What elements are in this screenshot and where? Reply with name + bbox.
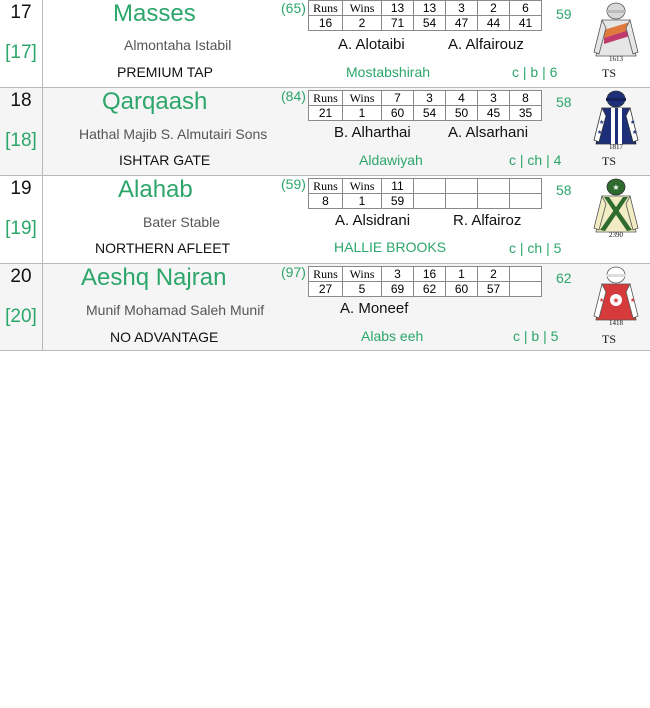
stats-cell: 16: [309, 16, 343, 31]
stats-cell: [414, 179, 446, 194]
sire-name: NORTHERN AFLEET: [95, 240, 231, 256]
svg-text:★: ★: [599, 298, 605, 304]
horse-spec: c | ch | 5: [509, 240, 562, 256]
stats-cell: 60: [446, 282, 478, 297]
sire-name: ISHTAR GATE: [119, 152, 211, 168]
stats-cell: 1: [446, 267, 478, 282]
stats-cell: [478, 194, 510, 209]
stats-cell: 4: [446, 91, 478, 106]
silk-number: 1817: [609, 143, 623, 150]
jockey-silk-icon: [590, 178, 642, 238]
horse-rating: (65): [281, 0, 306, 16]
runner-draw: [20]: [5, 306, 37, 327]
jockey-name[interactable]: A. Alfairouz: [448, 36, 524, 53]
stats-cell: 54: [414, 106, 446, 121]
form-stats-table: [308, 0, 542, 31]
horse-rating: (84): [281, 88, 306, 104]
form-stats-table: [308, 266, 542, 297]
svg-text:★: ★: [612, 296, 620, 305]
column-divider: [42, 0, 43, 88]
horse-name[interactable]: Alahab: [118, 176, 193, 203]
stats-cell: 54: [414, 16, 446, 31]
ts-label: TS: [602, 332, 617, 346]
jockey-name[interactable]: A. Alsarhani: [448, 124, 529, 141]
runner-row-17: [0, 0, 650, 88]
stats-cell: 44: [478, 16, 510, 31]
horse-weight: 58: [556, 182, 572, 198]
form-stats-table: [308, 90, 542, 121]
runner-number: 18: [10, 90, 32, 111]
stats-cell: [478, 179, 510, 194]
stats-cell: 62: [414, 282, 446, 297]
horse-spec: c | b | 6: [512, 64, 558, 80]
svg-text:★: ★: [597, 130, 603, 136]
stats-cell: 3: [446, 1, 478, 16]
horse-name[interactable]: Masses: [113, 0, 196, 27]
stats-cell: 13: [382, 1, 414, 16]
sire-name: NO ADVANTAGE: [110, 329, 219, 345]
owner-name: Almontaha Istabil: [124, 37, 232, 53]
ts-label: TS: [602, 66, 617, 80]
svg-text:★: ★: [630, 120, 636, 126]
dam-name: HALLIE BROOKS: [334, 239, 447, 255]
stats-cell: 3: [414, 91, 446, 106]
stats-cell: [510, 282, 542, 297]
column-divider: [42, 264, 43, 350]
runner-row-19: [0, 175, 650, 264]
stats-cell: 71: [382, 16, 414, 31]
stats-cell: Runs: [309, 1, 343, 16]
jockey-silk-icon: [590, 90, 642, 150]
stats-cell: 13: [414, 1, 446, 16]
stats-cell: 2: [343, 16, 382, 31]
stats-cell: 5: [343, 282, 382, 297]
runner-number: 19: [10, 178, 32, 199]
horse-rating: (97): [281, 264, 306, 280]
jockey-name[interactable]: R. Alfairoz: [453, 212, 522, 229]
trainer-name[interactable]: A. Moneef: [340, 300, 409, 317]
column-divider: [42, 88, 43, 176]
horse-rating: (59): [281, 176, 306, 192]
stats-cell: 45: [478, 106, 510, 121]
stats-cell: 2: [478, 267, 510, 282]
stats-cell: 1: [343, 194, 382, 209]
stats-cell: 8: [510, 91, 542, 106]
horse-spec: c | b | 5: [513, 328, 559, 344]
dam-name: Mostabshirah: [346, 64, 431, 80]
stats-cell: 47: [446, 16, 478, 31]
svg-text:★: ★: [612, 183, 620, 192]
stats-cell: 11: [382, 179, 414, 194]
stats-cell: Wins: [343, 91, 382, 106]
svg-text:★: ★: [630, 298, 636, 304]
form-stats-table: [308, 178, 542, 209]
jockey-silk-icon: [590, 266, 642, 326]
sire-name: PREMIUM TAP: [117, 64, 213, 80]
silk-number: 1418: [609, 319, 623, 326]
stats-cell: 3: [382, 267, 414, 282]
silk-number: 1613: [609, 55, 623, 62]
runner-draw: [17]: [5, 42, 37, 63]
horse-weight: 62: [556, 270, 572, 286]
stats-cell: 60: [382, 106, 414, 121]
owner-name: Bater Stable: [143, 214, 221, 230]
stats-cell: 7: [382, 91, 414, 106]
stats-cell: [446, 194, 478, 209]
jockey-silk-icon: [590, 2, 642, 62]
dam-name: Alabs eeh: [361, 328, 424, 344]
runner-draw: [18]: [5, 130, 37, 151]
trainer-name[interactable]: A. Alsidrani: [335, 212, 411, 229]
horse-name[interactable]: Qarqaash: [102, 88, 208, 115]
horse-spec: c | ch | 4: [509, 152, 562, 168]
dam-name: Aldawiyah: [359, 152, 423, 168]
ts-label: TS: [602, 154, 617, 168]
trainer-name[interactable]: B. Alharthai: [334, 124, 411, 141]
horse-name[interactable]: Aeshq Najran: [81, 264, 227, 291]
stats-cell: 69: [382, 282, 414, 297]
owner-name: Hathal Majib S. Almutairi Sons: [79, 126, 268, 142]
stats-cell: [510, 179, 542, 194]
stats-cell: Wins: [343, 1, 382, 16]
stats-cell: 8: [309, 194, 343, 209]
runner-number: 17: [10, 2, 32, 23]
svg-text:★: ★: [632, 130, 638, 136]
svg-text:★: ★: [599, 120, 605, 126]
column-divider: [42, 176, 43, 264]
stats-cell: 57: [478, 282, 510, 297]
stats-cell: [510, 194, 542, 209]
stats-cell: 50: [446, 106, 478, 121]
silk-number: 2390: [609, 231, 623, 238]
horse-weight: 58: [556, 94, 572, 110]
horse-weight: 59: [556, 6, 572, 22]
owner-name: Munif Mohamad Saleh Munif: [86, 302, 265, 318]
stats-cell: 2: [478, 1, 510, 16]
stats-cell: Runs: [309, 91, 343, 106]
stats-cell: Runs: [309, 179, 343, 194]
runner-row-18: [0, 87, 650, 176]
stats-cell: [510, 267, 542, 282]
stats-cell: 3: [478, 91, 510, 106]
stats-cell: Runs: [309, 267, 343, 282]
stats-cell: 21: [309, 106, 343, 121]
stats-cell: 41: [510, 16, 542, 31]
stats-cell: [414, 194, 446, 209]
stats-cell: 1: [343, 106, 382, 121]
stats-cell: Wins: [343, 179, 382, 194]
stats-cell: [446, 179, 478, 194]
runner-row-20: [0, 263, 650, 351]
runner-number: 20: [10, 266, 32, 287]
stats-cell: 6: [510, 1, 542, 16]
stats-cell: Wins: [343, 267, 382, 282]
trainer-name[interactable]: A. Alotaibi: [338, 36, 405, 53]
stats-cell: 59: [382, 194, 414, 209]
stats-cell: 16: [414, 267, 446, 282]
stats-cell: 27: [309, 282, 343, 297]
stats-cell: 35: [510, 106, 542, 121]
runner-draw: [19]: [5, 218, 37, 239]
